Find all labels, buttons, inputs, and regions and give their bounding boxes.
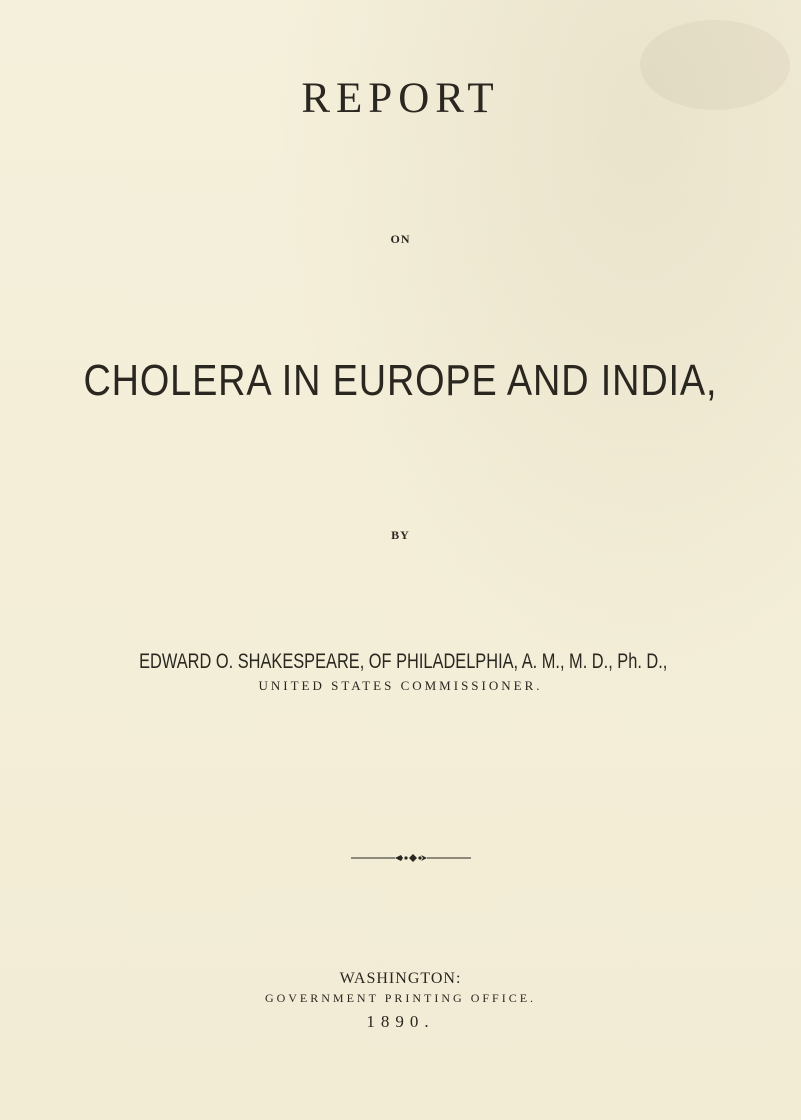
report-heading: REPORT — [301, 75, 500, 122]
publication-year: 1890. — [366, 1012, 435, 1031]
divider-ornament-icon — [351, 852, 471, 864]
by-label: BY — [391, 528, 410, 542]
document-title: CHOLERA IN EUROPE AND INDIA, — [83, 356, 718, 405]
publisher-office: GOVERNMENT PRINTING OFFICE. — [264, 991, 537, 1005]
on-label: ON — [390, 232, 411, 246]
publisher-city: WASHINGTON: — [339, 970, 462, 987]
commissioner-line: UNITED STATES COMMISSIONER. — [258, 678, 543, 693]
author-line: EDWARD O. SHAKESPEARE, OF PHILADELPHIA, A. M., M. D., Ph. D., — [139, 650, 668, 673]
